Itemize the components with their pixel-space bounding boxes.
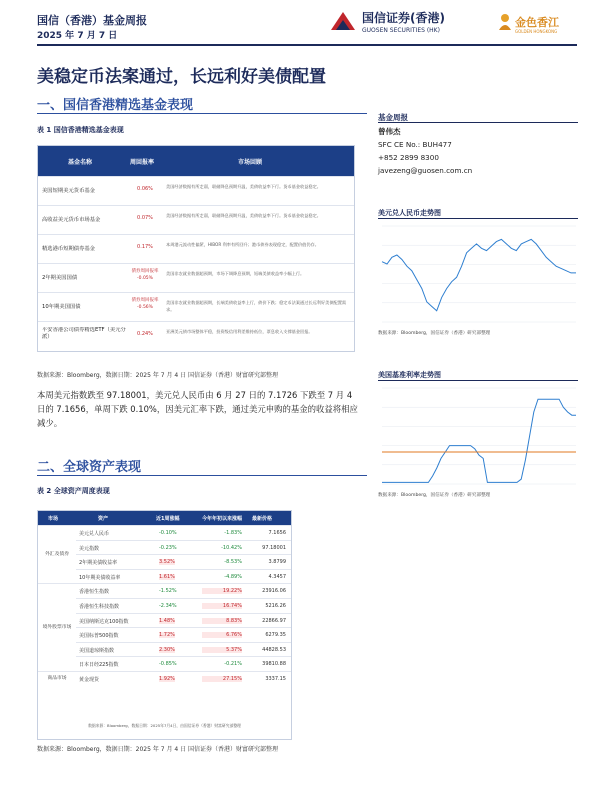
table-row (76, 656, 291, 672)
fed-rate-chart (378, 384, 580, 488)
fund-name: 精选港币短期债券基金 (42, 246, 95, 252)
golden-hk-cn: 金色香江 (515, 16, 559, 29)
fund-return (130, 268, 160, 282)
table2-col-price: 最新价格 (252, 516, 273, 522)
cell-price: 39810.88 (262, 661, 286, 668)
table-row (76, 569, 291, 585)
table-row (76, 525, 291, 541)
cell-name: 美国道琼斯指数 (79, 647, 115, 654)
golden-hk-en: GOLDEN HONGKONG (515, 29, 558, 34)
table-row (76, 627, 291, 643)
golden-hk-icon (497, 12, 513, 32)
cell-ytd: -1.83% (224, 530, 242, 536)
analyst-phone: +852 2899 8300 (378, 153, 439, 162)
cell-ytd: 5.37% (202, 647, 242, 653)
table1-source: 数据来源：Bloomberg，数据日期：2025 年 7 月 4 日 国信证券（香港）财富研究部整理 (37, 372, 278, 379)
fund-return-label: 債券周回报率 (131, 269, 159, 274)
usdcny-chart (378, 222, 580, 326)
series-line-0 (382, 399, 576, 482)
cell-ytd: -0.21% (224, 661, 242, 668)
fund-name: 2年期美国国债 (42, 275, 78, 281)
sidebar-title: 基金周报 (378, 113, 408, 122)
table1-col-name: 基金名称 (68, 159, 93, 166)
guosen-logo-cn: 国信证券(香港) (362, 11, 445, 25)
table-row (76, 671, 291, 687)
cell-price: 44828.53 (262, 646, 286, 653)
analyst-name: 曾伟杰 (378, 127, 401, 136)
fund-return-value: -0.05% (137, 276, 153, 281)
golden-hk-logo (497, 6, 577, 40)
cell-price: 3337.15 (265, 676, 286, 682)
table-row (76, 540, 291, 556)
guosen-logo-icon (328, 8, 358, 38)
fund-name: 10年期美国国债 (42, 304, 81, 310)
fund-comment: 美国非农就业数据超预期，市场下调降息预期，短端美债收益率小幅上行。 (166, 271, 305, 276)
cell-w: 2.30% (159, 646, 175, 653)
chart2-title: 美国基准利率走势图 (378, 371, 441, 379)
cell-w: -0.10% (159, 530, 177, 536)
section2-rule (37, 475, 367, 476)
fund-comment: 美国非农就业数据超预期，长端美债收益率上行，债价下跌；稳定币法案通过长远利好美债配置需求。 (166, 300, 347, 312)
table2-col-market: 市场 (48, 516, 59, 522)
header-divider (37, 44, 577, 46)
table-row (38, 234, 354, 264)
analyst-sfc: SFC CE No.: BUH477 (378, 140, 452, 149)
table-row (76, 583, 291, 599)
cell-w: -2.34% (159, 603, 177, 609)
table-row (76, 554, 291, 570)
table2-col-ytd: 今年年初以来涨幅 (202, 516, 243, 522)
analyst-email[interactable]: javezeng@guosen.com.cn (378, 166, 473, 175)
table-row (38, 321, 354, 351)
fund-return-value: -0.56% (137, 305, 153, 310)
cell-w: 3.52% (159, 559, 175, 566)
chart1-source: 数据来源：Bloomberg，国信证券（香港）研究部整理 (378, 331, 491, 336)
series-line-0 (382, 239, 576, 310)
table1-col-return: 周回报率 (130, 159, 155, 166)
cell-price: 7.1656 (268, 530, 286, 536)
cell-ytd: -4.89% (224, 573, 242, 580)
section2-heading: 二、全球资产表现 (37, 460, 142, 475)
fund-return-label: 債券周回报率 (131, 298, 159, 303)
cell-name: 香港恒生科技指数 (79, 604, 120, 610)
report-date: 2025 年 7 月 7 日 (37, 31, 118, 41)
section1-rule (37, 113, 367, 114)
cell-ytd: 6.76% (202, 632, 242, 638)
table-row (76, 598, 291, 614)
cell-w: 1.92% (159, 676, 175, 682)
table1-header (38, 146, 354, 176)
cell-ytd: 27.15% (202, 676, 242, 682)
section1-heading: 一、国信香港精选基金表现 (37, 98, 194, 113)
cell-w: 1.48% (159, 617, 175, 624)
cell-name: 美元兑人民币 (79, 531, 110, 537)
table-row (38, 263, 354, 293)
report-title: 国信（香港）基金周报 (37, 14, 147, 27)
cell-w: -0.85% (159, 661, 177, 668)
cell-price: 6279.35 (265, 632, 286, 639)
table1-title: 表 1 国信香港精选基金表现 (37, 126, 124, 134)
fund-return: 0.07% (137, 215, 153, 221)
cell-name: 美国标普500指数 (79, 633, 119, 640)
cell-name: 黄金现货 (79, 677, 100, 683)
cell-price: 97.18001 (262, 544, 286, 551)
fund-name: 平安香港公司债券精选ETF（美元分派） (42, 327, 126, 340)
guosen-logo (328, 6, 478, 40)
table2-group-label: 境外股票市场 (38, 583, 76, 672)
fund-comment: 美国经济数据有所走弱，联储降息预期升温，美债收益率下行。货币基金收益稳定。 (166, 213, 321, 218)
cell-price: 3.8799 (268, 559, 286, 566)
sidebar-rule (378, 122, 578, 123)
fund-comment: 亚洲美元债市场整体平稳，投资级信用利差维持低位，票息收入支撑基金回报。 (166, 329, 313, 334)
cell-name: 美元指数 (79, 545, 100, 552)
cell-price: 5216.26 (265, 603, 286, 609)
guosen-logo-en: GUOSEN SECURITIES (HK) (362, 27, 440, 34)
cell-ytd: 16.74% (202, 603, 242, 609)
table2-header (38, 511, 291, 525)
fund-performance-table (37, 145, 355, 352)
cell-name: 美国纳斯达克100指数 (79, 618, 129, 625)
table-row (76, 642, 291, 658)
table2-title: 表 2 全球资产周度表现 (37, 487, 110, 495)
table2-group-label: 外汇及债券 (38, 525, 76, 584)
table1-col-review: 市场回顾 (238, 159, 263, 166)
cell-ytd: -10.42% (221, 544, 242, 551)
fund-comment: 美国经济数据有所走弱，联储降息预期升温，美债收益率下行。货币基金收益稳定。 (166, 184, 321, 189)
fund-return: 0.06% (137, 186, 153, 192)
main-title: 美稳定币法案通过，长远利好美债配置 (37, 67, 326, 87)
cell-w: -0.23% (159, 544, 177, 551)
cell-w: 1.61% (159, 573, 175, 580)
table-row (38, 176, 354, 206)
chart1-title: 美元兑人民币走势图 (378, 209, 441, 217)
table2-footnote: 数据来源：Bloomberg，数据日期：2025年7月4日，由国信证券（香港）财富研究部整理 (88, 723, 241, 728)
cell-price: 23916.06 (262, 588, 286, 595)
chart2-source: 数据来源：Bloomberg，国信证券（香港）研究部整理 (378, 493, 491, 498)
table-row (38, 292, 354, 322)
cell-ytd: 8.83% (202, 618, 242, 624)
fund-return: 0.17% (137, 244, 153, 250)
cell-ytd: -8.53% (224, 559, 242, 566)
cell-price: 4.3457 (268, 573, 286, 580)
fund-name: 高收益美元货币市场基金 (42, 217, 101, 223)
chart1-rule (378, 218, 578, 219)
table-row (38, 205, 354, 235)
cell-ytd: 19.22% (202, 588, 242, 594)
chart2-rule (378, 380, 578, 381)
fx-paragraph: 本周美元指数跌至 97.18001，美元兑人民币由 6 月 27 日的 7.1726 下跌至 7 月 4 日的 7.1656，单周下跌 0.10%，因美元汇率下跌，通过美元申购的基金的收益将相应减少。 (37, 390, 358, 428)
table2-col-asset: 资产 (98, 516, 109, 522)
table2-col-week: 近1周涨幅 (156, 516, 180, 522)
cell-name: 10年期美债收益率 (79, 574, 121, 581)
cell-name: 香港恒生指数 (79, 589, 110, 596)
cell-w: -1.52% (159, 588, 177, 595)
fund-return: 0.24% (137, 331, 153, 337)
fund-comment: 本周港元流动性偏紧，HIBOR 利率有所回升；港币债券表现稳定，配置价值仍存。 (166, 242, 319, 247)
table2-group-label: 商品市场 (38, 671, 76, 687)
table2-source: 数据来源：Bloomberg，数据日期：2025 年 7 月 4 日 国信证券（香港）财富研究部整理 (37, 746, 278, 753)
fund-return (130, 297, 160, 311)
fund-name: 美国短期美元货币基金 (42, 188, 95, 194)
table-row (76, 613, 291, 629)
cell-name: 2年期美债收益率 (79, 560, 118, 567)
global-assets-table (37, 510, 292, 740)
cell-w: 1.72% (159, 632, 175, 639)
cell-price: 22866.97 (262, 617, 286, 624)
cell-name: 日本日经225指数 (79, 662, 119, 669)
